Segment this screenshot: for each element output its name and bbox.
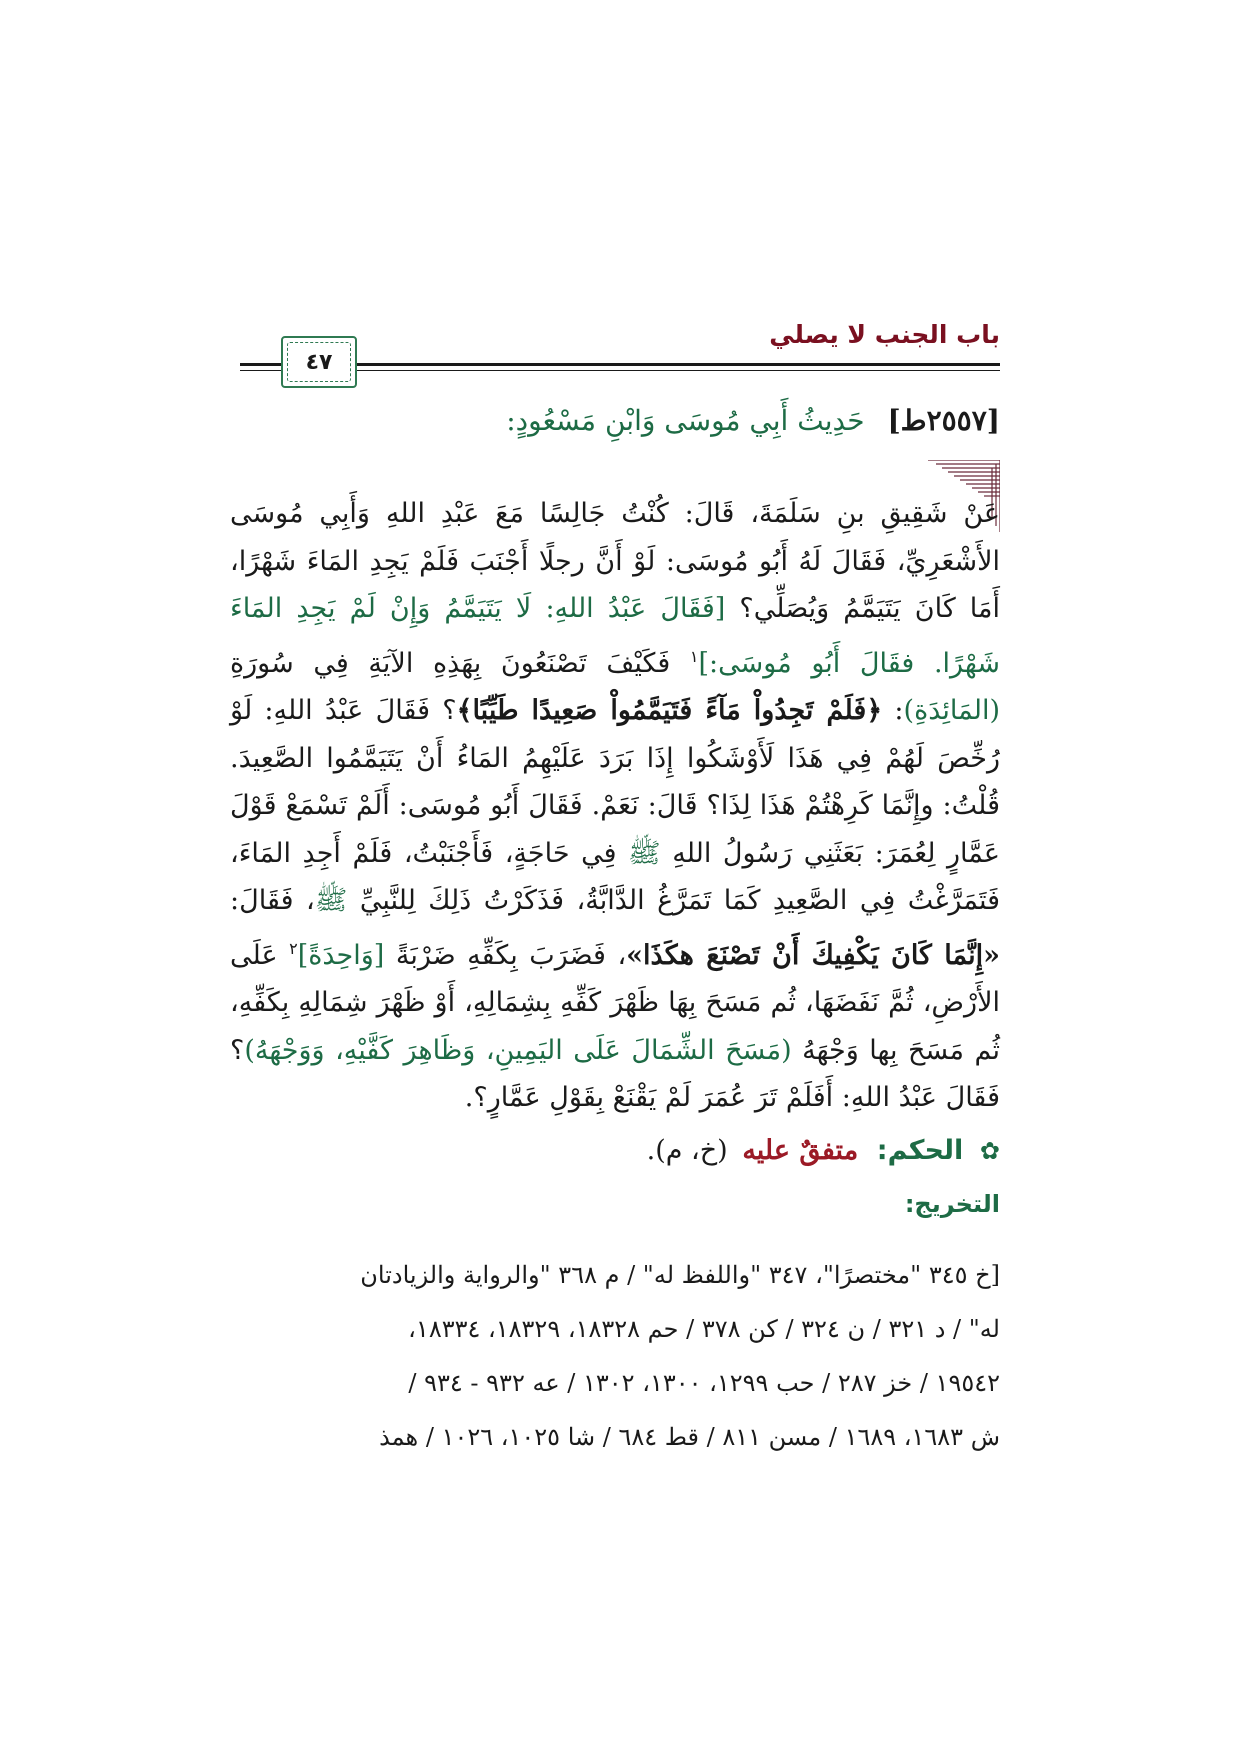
prophetic-quote: «إِنَّمَا كَانَ يَكْفِيكَ أَنْ تَصْنَعَ هكَذَا» bbox=[626, 939, 1000, 971]
body-text: : bbox=[882, 695, 904, 726]
takhrij-line: له" / د ٣٢١ / ن ٣٢٤ / كن ٣٧٨ / حم ١٨٣٢٨، ١٨٣٢٩، ١٨٣٣٤، bbox=[408, 1315, 1000, 1343]
takhrij-text bbox=[230, 1248, 1000, 1464]
takhrij-line: ١٩٥٤٢ / خز ٢٨٧ / حب ١٢٩٩، ١٣٠٠، ١٣٠٢ / عه ٩٣٢ - ٩٣٤ / bbox=[408, 1369, 1000, 1397]
hadith-body bbox=[230, 490, 1000, 1122]
body-text: ، فَقَالَ: bbox=[230, 885, 315, 916]
body-text: ؟ فَقَالَ عَبْدُ اللهِ: أَفَلَمْ تَرَ عُمَرَ لَمْ يَقْنَعْ بِقَوْلِ عَمَّارٍ؟. bbox=[230, 1034, 1000, 1113]
page-number-frame bbox=[281, 336, 357, 388]
variant-note: [وَاحِدَةً] bbox=[297, 939, 385, 971]
running-title: باب الجنب لا يصلي bbox=[769, 320, 1000, 349]
ruling-note: (خ، م). bbox=[646, 1135, 728, 1166]
ruling-value: متفقٌ عليه bbox=[742, 1135, 859, 1166]
ruling-label: الحكم: bbox=[876, 1135, 964, 1166]
body-text: عَنْ شَقِيقِ بنِ سَلَمَةَ، قَالَ: كُنْتُ جَالِسًا مَعَ عَبْدِ اللهِ وَأَبِي مُوسَى الأَشْعَرِيِّ، فَقَالَ لَهُ أَبُو مُوسَى: لَوْ أَنَّ رجلًا أَجْنَبَ فَلَمْ يَجِدِ المَاءَ شَهْرًا، أَمَا كَانَ يَتَيَمَّمُ وَيُصَلِّي؟ bbox=[230, 498, 1001, 624]
body-text: فَكَيْفَ تَصْنَعُونَ بِهَذِهِ الآيَةِ فِي سُورَةِ bbox=[230, 647, 690, 679]
footnote-ref[interactable]: ١ bbox=[689, 646, 699, 666]
hadith-title: حَدِيثُ أَبِي مُوسَى وَابْنِ مَسْعُودٍ: bbox=[506, 404, 865, 437]
salutation-glyph: ﷺ bbox=[628, 837, 661, 869]
ruling-line bbox=[647, 1135, 1000, 1166]
hadith-heading bbox=[506, 404, 1000, 437]
footnote-ref[interactable]: ٢ bbox=[289, 938, 298, 958]
salutation-glyph: ﷺ bbox=[314, 885, 348, 916]
variant-note: [فَقَالَ عَبْدُ اللهِ: لَا يَتَيَمَّمُ وَإِنْ لَمْ يَجِدِ المَاءَ شَهْرًا. فقَالَ أَبُو مُوسَى:] bbox=[230, 593, 1001, 679]
flower-bullet-icon: ✿ bbox=[979, 1137, 1000, 1165]
body-text: عَلَى الأَرْضِ، ثُمَّ نَفَضَهَا، ثُم مَسَحَ بِهَا ظَهْرَ كَفِّهِ بِشِمَالِهِ، أَوْ ظَهْرَ شِمَالِهِ بِكَفِّهِ، ثُم مَسَحَ بِها وَجْهَهُ bbox=[230, 939, 1000, 1066]
surah-name: (المَائِدَةِ) bbox=[903, 695, 1000, 726]
takhrij-line: [خ ٣٤٥ "مختصرًا"، ٣٤٧ "واللفظ له" / م ٣٦٨ "والرواية والزيادتان bbox=[360, 1261, 1000, 1289]
takhrij-line: ش ١٦٨٣، ١٦٨٩ / مسن ٨١١ / قط ٦٨٤ / شا ١٠٢٥، ١٠٢٦ / همذ bbox=[379, 1423, 1000, 1451]
variant-note: (مَسَحَ الشِّمَالَ عَلَى اليَمِينِ، وَظَاهِرَ كَفَّيْهِ، وَوَجْهَهُ) bbox=[244, 1034, 792, 1066]
takhrij-label: التخريج: bbox=[904, 1190, 1000, 1218]
quran-verse: ﴿فَلَمْ تَجِدُواْ مَآءً فَتَيَمَّمُواْ صَعِيدًا طَيِّبًا﴾ bbox=[456, 695, 883, 726]
body-text: ، فَضَرَبَ بِكَفِّهِ ضَرْبَةً bbox=[384, 939, 627, 971]
body-text: فِي حَاجَةٍ، فَأَجْنَبْتُ، فَلَمْ أَجِدِ المَاءَ، فَتَمَرَّغْتُ فِي الصَّعِيدِ كَمَا تَمَرَّغُ الدَّابَّةُ، فَذَكَرْتُ ذَلِكَ لِلنَّبِيِّ bbox=[230, 837, 1000, 916]
body-text: ؟ فَقَالَ عَبْدُ اللهِ: لَوْ رُخِّصَ لَهُمْ فِي هَذَا لَأَوْشَكُوا إِذَا بَرَدَ عَلَيْهِمُ المَاءُ أَنْ يَتَيَمَّمُوا الصَّعِيدَ. قُلْتُ: وإِنَّمَا كَرِهْتُمْ هَذَا لِذَا؟ قَالَ: نَعَمْ. فَقَالَ أَبُو مُوسَى: أَلَمْ تَسْمَعْ قَوْلَ عَمَّارٍ لِعُمَرَ: بَعَثَنِي رَسُولُ اللهِ bbox=[230, 695, 1000, 869]
hadith-number: [٢٥٥٧ط] bbox=[887, 404, 1000, 437]
page-number: ٤٧ bbox=[305, 349, 333, 375]
